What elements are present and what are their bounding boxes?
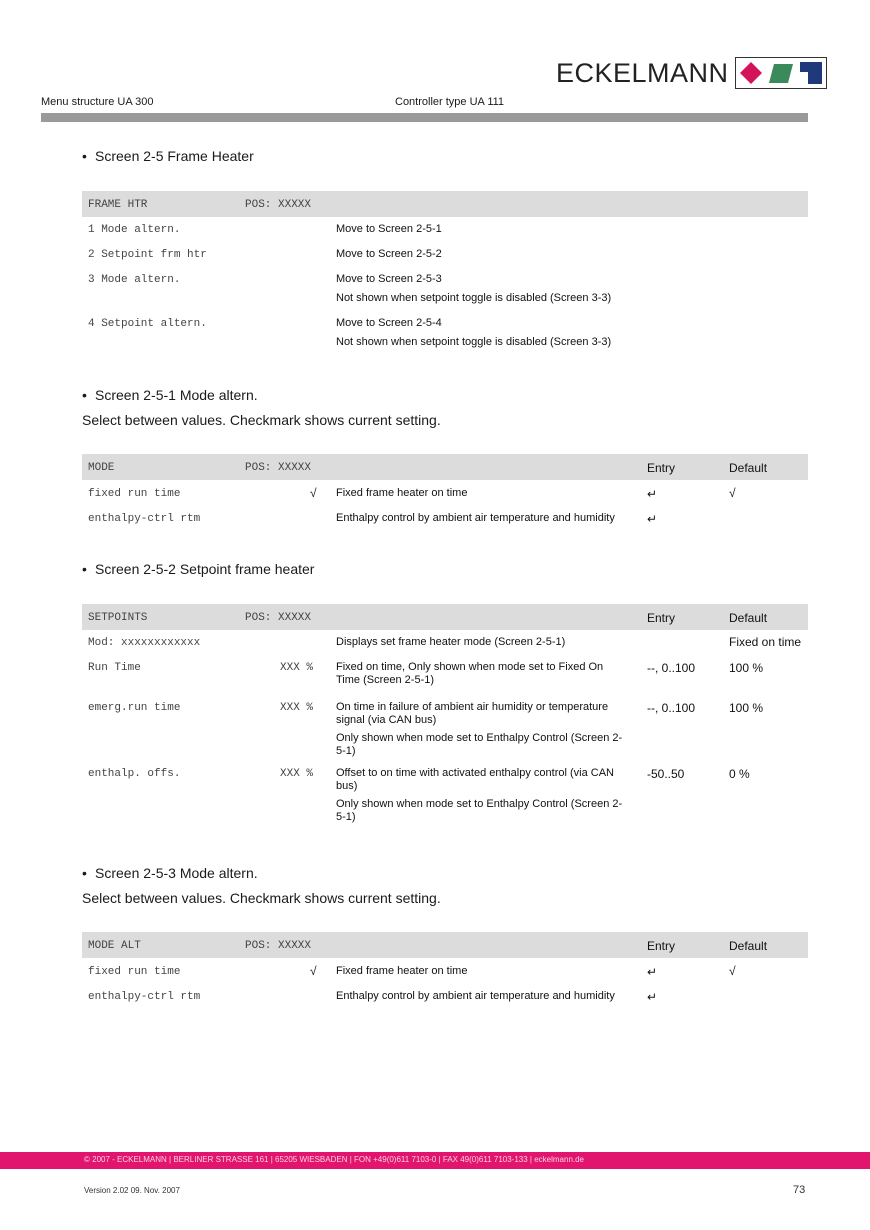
- table-row: [82, 763, 808, 829]
- header-center: Controller type UA 111: [395, 96, 505, 108]
- row-desc: Move to Screen 2-5-4: [336, 317, 442, 329]
- row-desc: Move to Screen 2-5-1: [336, 223, 442, 235]
- logo-green-square-icon: [766, 58, 796, 88]
- default-checkmark-icon: √: [729, 964, 736, 978]
- row-note: Not shown when setpoint toggle is disabled (Screen 3-3): [336, 292, 612, 304]
- header-name: SETPOINTS: [88, 612, 148, 624]
- row-desc: Displays set frame heater mode (Screen 2-5-1): [336, 636, 566, 648]
- row-default: 100 %: [729, 701, 764, 715]
- row-note: Only shown when mode set to Enthalpy Control (Screen 2-5-1): [336, 798, 623, 823]
- row-desc: Move to Screen 2-5-2: [336, 248, 442, 260]
- version-date: Version 2.02 09. Nov. 2007: [84, 1186, 180, 1195]
- heading-text: Screen 2-5-1 Mode altern.: [95, 387, 258, 403]
- table-screen-2-5-1: [82, 454, 808, 530]
- row-value: XXX %: [280, 702, 314, 714]
- header-name: MODE: [88, 462, 115, 474]
- paragraph-select: Select between values. Checkmark shows current setting.: [82, 890, 441, 906]
- bullet-icon: •: [82, 865, 87, 881]
- table-row: [82, 657, 808, 697]
- row-default: 0 %: [729, 767, 750, 781]
- header-name: FRAME HTR: [88, 199, 148, 211]
- row-desc: Offset to on time with activated enthalpy control (via CAN bus): [336, 767, 614, 792]
- page-number: 73: [793, 1184, 806, 1196]
- logo-text: ECKELMANN: [556, 57, 729, 88]
- default-checkmark-icon: √: [729, 486, 736, 500]
- bullet-icon: •: [82, 148, 87, 164]
- checkmark-icon: √: [310, 964, 317, 978]
- checkmark-icon: √: [310, 486, 317, 500]
- row-desc: Fixed frame heater on time: [336, 487, 468, 499]
- row-desc: Fixed on time, Only shown when mode set to Fixed On Time (Screen 2-5-1): [336, 661, 604, 686]
- row-name: 4 Setpoint altern.: [88, 318, 207, 330]
- row-default: Fixed on time: [729, 635, 802, 649]
- heading-text: Screen 2-5-2 Setpoint frame heater: [95, 561, 315, 577]
- row-name: Run Time: [88, 662, 141, 674]
- table-row: [82, 480, 808, 505]
- heading-text: Screen 2-5 Frame Heater: [95, 148, 254, 164]
- header-default: Default: [729, 939, 768, 953]
- header-entry: Entry: [647, 461, 676, 475]
- logo-blue-square-icon: [796, 58, 826, 88]
- enter-icon: ↵: [647, 990, 658, 1004]
- row-default: 100 %: [729, 661, 764, 675]
- logo-marks: [735, 57, 827, 89]
- bullet-icon: •: [82, 561, 87, 577]
- header-entry: Entry: [647, 611, 676, 625]
- logo-red-diamond-icon: [736, 58, 766, 88]
- header-divider: [41, 113, 808, 122]
- row-name: fixed run time: [88, 488, 181, 500]
- row-desc: Move to Screen 2-5-3: [336, 273, 442, 285]
- table-row: [82, 697, 808, 763]
- row-name: 3 Mode altern.: [88, 274, 181, 286]
- row-name: emerg.run time: [88, 702, 181, 714]
- row-note: Only shown when mode set to Enthalpy Control (Screen 2-5-1): [336, 732, 623, 757]
- table-row: [82, 630, 808, 657]
- header-entry: Entry: [647, 939, 676, 953]
- table-screen-2-5-3: [82, 932, 808, 1008]
- heading-screen-2-5-2: [82, 561, 314, 577]
- table-row: [82, 505, 808, 530]
- table-row: [82, 242, 808, 267]
- heading-screen-2-5-3: [82, 865, 258, 881]
- header-pos: POS: XXXXX: [245, 612, 312, 624]
- table-header: [82, 454, 808, 480]
- row-entry: -50..50: [647, 767, 685, 781]
- heading-text: Screen 2-5-3 Mode altern.: [95, 865, 258, 881]
- heading-screen-2-5: [82, 148, 254, 164]
- header-default: Default: [729, 461, 768, 475]
- table-screen-2-5: [82, 191, 808, 355]
- table-row: [82, 267, 808, 311]
- enter-icon: ↵: [647, 487, 658, 501]
- footer-contact: © 2007 - ECKELMANN | BERLINER STRASSE 161 | 65205 WIESBADEN | FON +49(0)611 7103-0 | FAX 49(0)611 7103-133 | eckelmann.de: [84, 1155, 585, 1164]
- row-desc: Fixed frame heater on time: [336, 965, 468, 977]
- table-row: [82, 217, 808, 242]
- eckelmann-logo: [556, 57, 827, 89]
- row-desc: Enthalpy control by ambient air temperature and humidity: [336, 990, 615, 1002]
- row-name: enthalpy-ctrl rtm: [88, 991, 201, 1003]
- table-header: [82, 932, 808, 958]
- header-pos: POS: XXXXX: [245, 940, 312, 952]
- header-left: Menu structure UA 300: [41, 96, 154, 108]
- row-desc: Enthalpy control by ambient air temperature and humidity: [336, 512, 615, 524]
- row-name: enthalp. offs.: [88, 768, 181, 780]
- table-screen-2-5-2: [82, 604, 808, 829]
- heading-screen-2-5-1: [82, 387, 258, 403]
- row-name: Mod: xxxxxxxxxxxx: [88, 637, 201, 649]
- row-value: XXX %: [280, 768, 314, 780]
- row-entry: --, 0..100: [647, 661, 696, 675]
- row-entry: --, 0..100: [647, 701, 696, 715]
- table-header: [82, 191, 808, 217]
- row-name: enthalpy-ctrl rtm: [88, 513, 201, 525]
- table-row: [82, 958, 808, 983]
- table-row: [82, 311, 808, 355]
- table-header: [82, 604, 808, 630]
- header-default: Default: [729, 611, 768, 625]
- row-note: Not shown when setpoint toggle is disabled (Screen 3-3): [336, 336, 612, 348]
- table-row: [82, 983, 808, 1008]
- paragraph-select: Select between values. Checkmark shows current setting.: [82, 412, 441, 428]
- header-pos: POS: XXXXX: [245, 462, 312, 474]
- row-name: 1 Mode altern.: [88, 224, 181, 236]
- row-name: fixed run time: [88, 966, 181, 978]
- row-name: 2 Setpoint frm htr: [88, 249, 207, 261]
- row-value: XXX %: [280, 662, 314, 674]
- header-name: MODE ALT: [88, 940, 141, 952]
- header-pos: POS: XXXXX: [245, 199, 312, 211]
- enter-icon: ↵: [647, 512, 658, 526]
- enter-icon: ↵: [647, 965, 658, 979]
- bullet-icon: •: [82, 387, 87, 403]
- row-desc: On time in failure of ambient air humidity or temperature signal (via CAN bus): [336, 701, 609, 726]
